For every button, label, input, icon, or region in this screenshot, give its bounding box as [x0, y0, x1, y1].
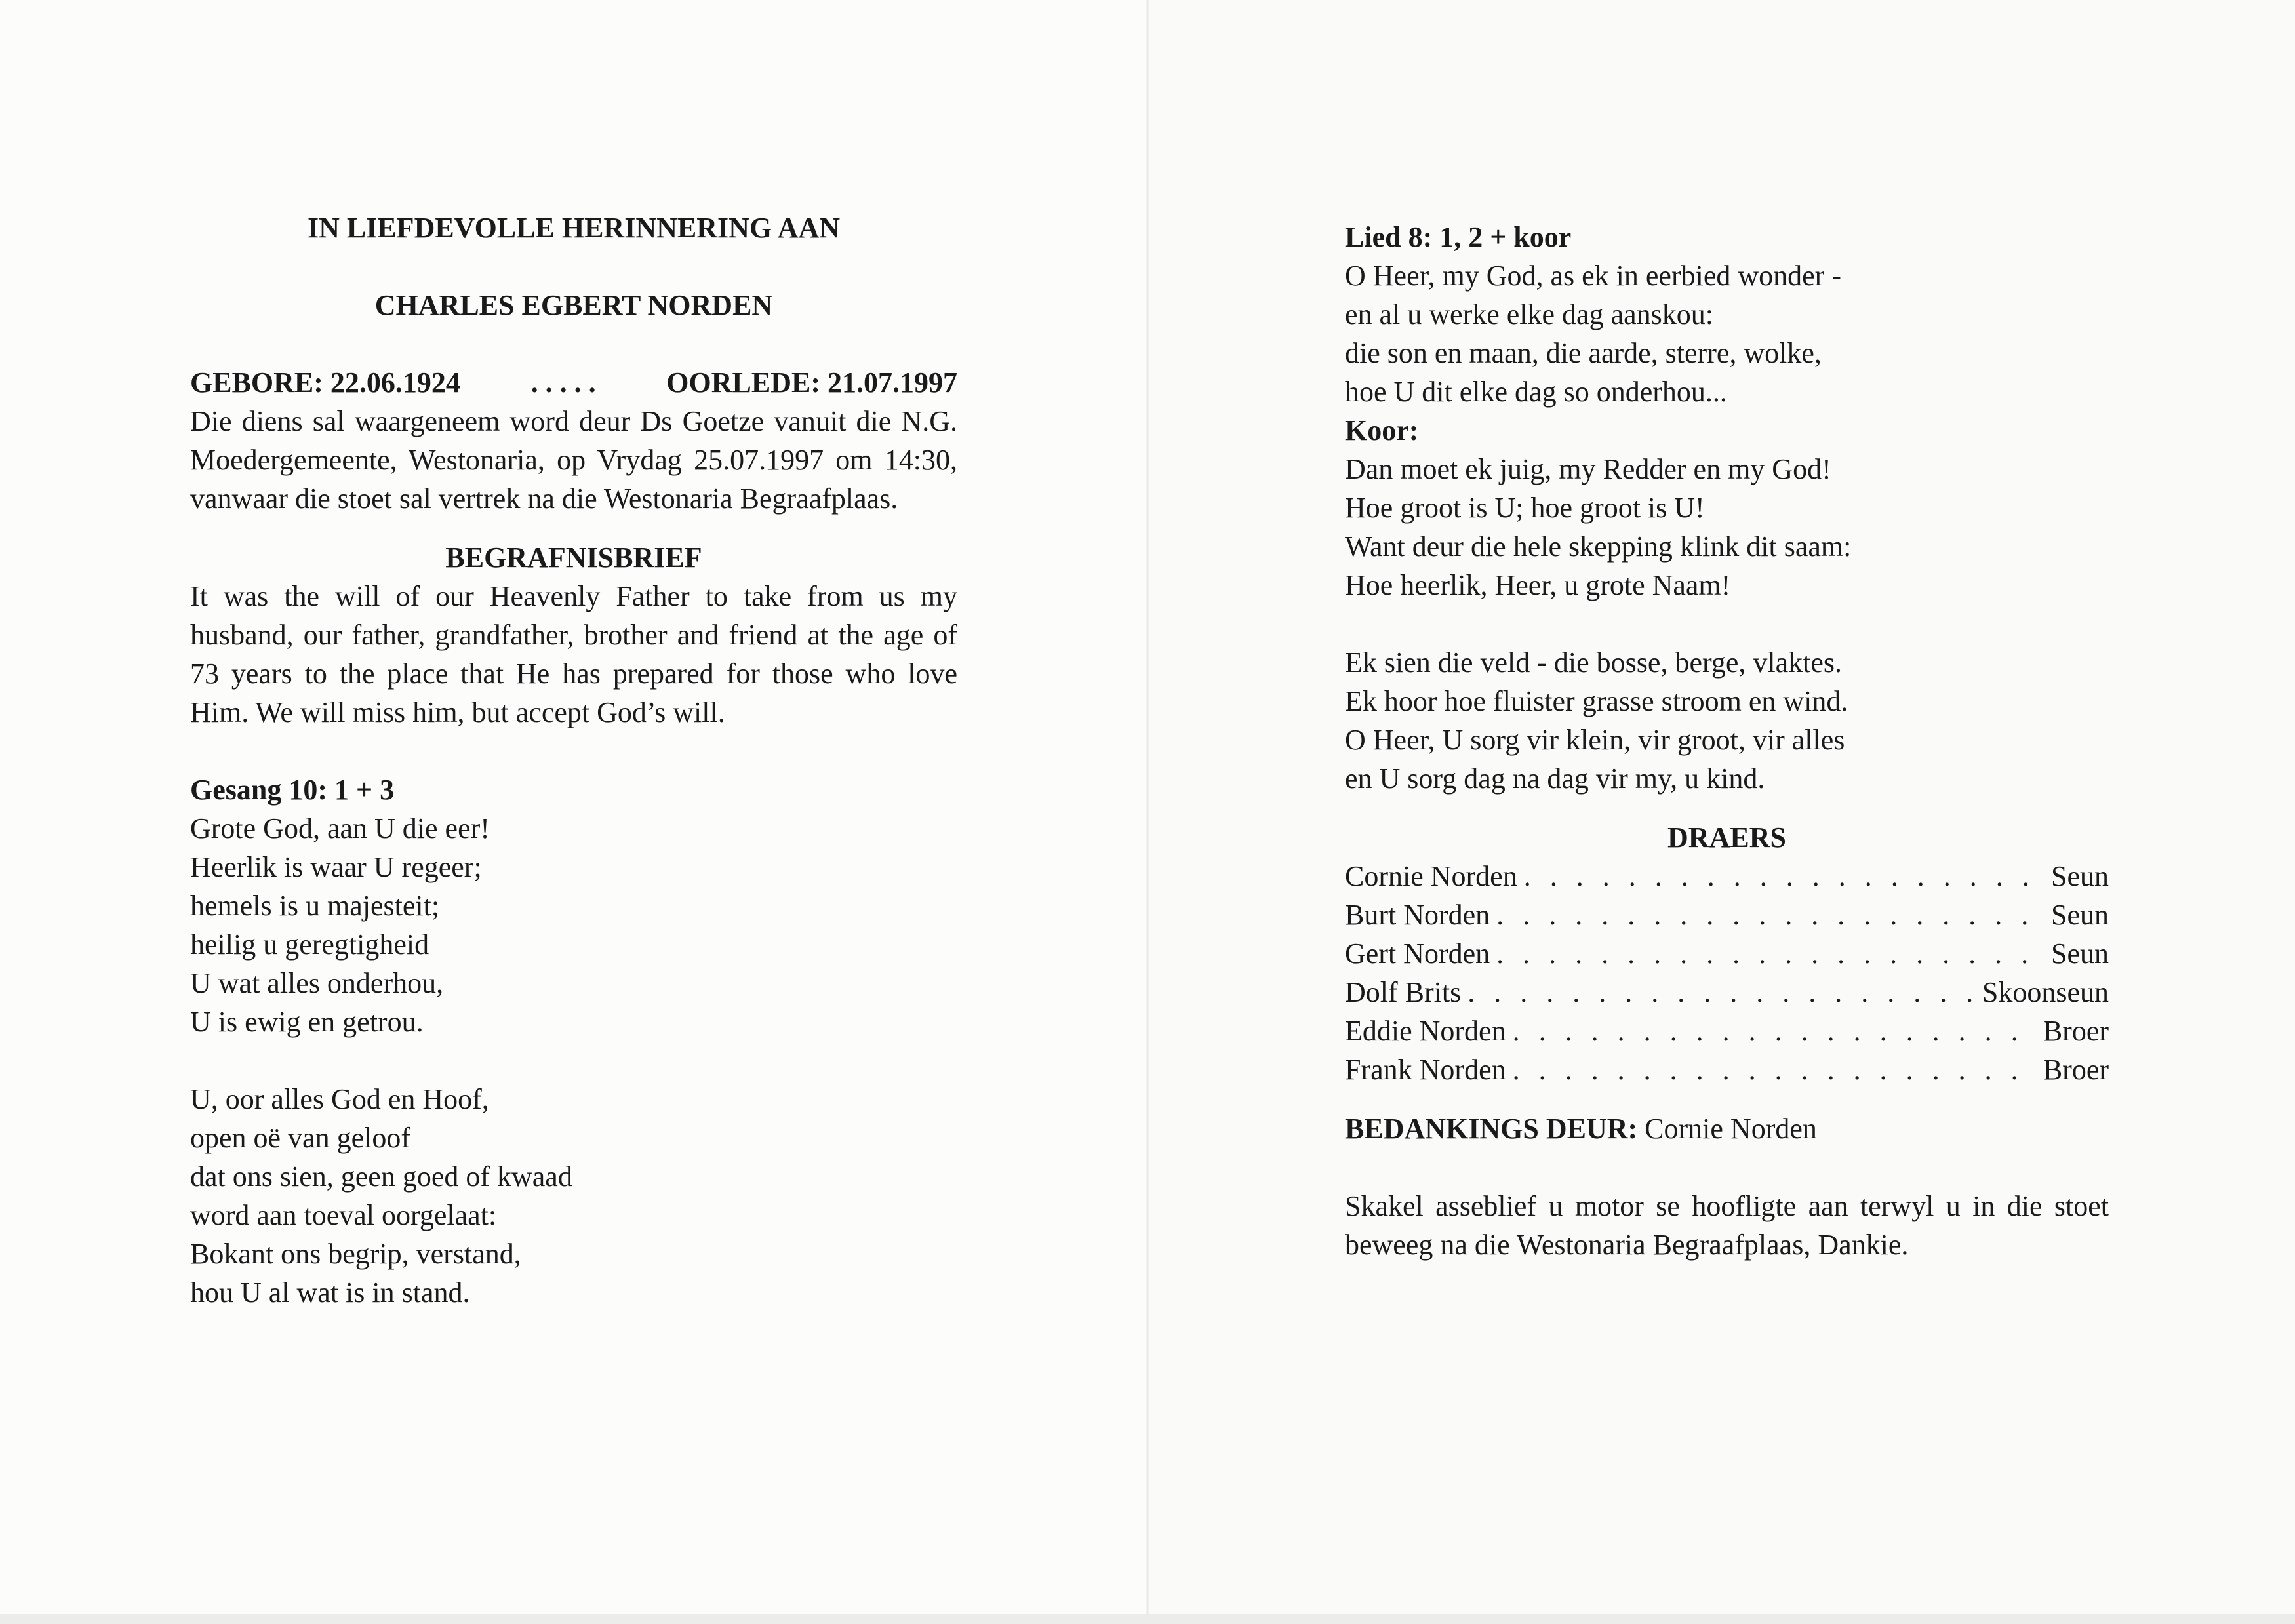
song-line: Ek hoor hoe fluister grasse stroom en wind. [1345, 685, 1848, 717]
dot-leader [1496, 934, 2045, 973]
bearers-list [1345, 857, 2109, 1089]
hymn-verse-2 [190, 1080, 957, 1312]
bearer-row [1345, 1012, 2109, 1050]
birth-date: GEBORE: 22.06.1924 [190, 366, 460, 399]
date-separator: . . . . . [530, 366, 596, 399]
hymn-line: heilig u geregtigheid [190, 928, 429, 961]
bearer-row [1345, 934, 2109, 973]
hymn-line: hou U al wat is in stand. [190, 1277, 470, 1309]
song-line: O Heer, my God, as ek in eerbied wonder - [1345, 260, 1841, 292]
song-line: die son en maan, die aarde, sterre, wolke, [1345, 337, 1822, 369]
song-line: Hoe heerlik, Heer, u grote Naam! [1345, 569, 1731, 601]
bearer-row [1345, 973, 2109, 1012]
bearer-name: Eddie Norden [1345, 1015, 1506, 1047]
hymn-line: dat ons sien, geen goed of kwaad [190, 1160, 572, 1193]
dot-leader [1513, 1012, 2037, 1050]
song-chorus [1345, 450, 2109, 604]
bearer-relation: Seun [2051, 899, 2109, 931]
bearer-relation: Seun [2051, 938, 2109, 970]
bearers-heading: DRAERS [1667, 822, 1786, 854]
page-fold [1146, 0, 1149, 1624]
bearer-relation: Broer [2043, 1015, 2109, 1047]
deceased-name: CHARLES EGBERT NORDEN [374, 289, 773, 321]
song-line: en U sorg dag na dag vir my, u kind. [1345, 762, 1765, 795]
song-verse-1 [1345, 256, 2109, 411]
scan-edge [0, 1614, 2295, 1624]
dot-leader [1496, 896, 2045, 934]
dot-leader [1524, 857, 2045, 896]
bearer-relation: Broer [2043, 1054, 2109, 1086]
bearer-name: Burt Norden [1345, 899, 1490, 931]
bearer-row [1345, 896, 2109, 934]
bearer-name: Dolf Brits [1345, 976, 1462, 1008]
hymn-line: hemels is u majesteit; [190, 890, 440, 922]
bearer-row [1345, 857, 2109, 896]
left-column [190, 208, 957, 1312]
thanks-line [1345, 1109, 2109, 1148]
hymn-line: Heerlik is waar U regeer; [190, 851, 482, 883]
hymn-line: Bokant ons begrip, verstand, [190, 1238, 521, 1270]
bearer-name: Gert Norden [1345, 938, 1490, 970]
hymn-verse-1 [190, 809, 957, 1041]
hymn-line: open oë van geloof [190, 1122, 410, 1154]
death-date: OORLEDE: 21.07.1997 [666, 366, 957, 399]
hymn-line: U is ewig en getrou. [190, 1006, 424, 1038]
dot-leader [1467, 973, 1976, 1012]
closing-note: Skakel asseblief u motor se hoofligte aan terwyl u in die stoet beweeg na die Westonaria Begraafplaas, Dankie. [1345, 1190, 2109, 1261]
song-line: en al u werke elke dag aanskou: [1345, 298, 1713, 330]
funeral-letter-heading: BEGRAFNISBRIEF [445, 542, 702, 574]
thanks-label: BEDANKINGS DEUR: [1345, 1113, 1638, 1145]
bearer-name: Frank Norden [1345, 1054, 1506, 1086]
song-title: Lied 8: 1, 2 + koor [1345, 221, 1572, 253]
dot-leader [1513, 1050, 2037, 1089]
song-line: Hoe groot is U; hoe groot is U! [1345, 492, 1705, 524]
song-line: Want deur die hele skepping klink dit saam: [1345, 530, 1852, 563]
chorus-label: Koor: [1345, 414, 1419, 446]
bearer-relation: Seun [2051, 860, 2109, 892]
bearer-row [1345, 1050, 2109, 1089]
hymn-line: U wat alles onderhou, [190, 967, 444, 999]
thanks-name: Cornie Norden [1645, 1113, 1817, 1145]
hymn-line: Grote God, aan U die eer! [190, 812, 490, 844]
song-line: hoe U dit elke dag so onderhou... [1345, 376, 1727, 408]
song-line: Ek sien die veld - die bosse, berge, vlaktes. [1345, 646, 1842, 679]
bearer-relation: Skoonseun [1982, 976, 2109, 1008]
hymn-title: Gesang 10: 1 + 3 [190, 774, 395, 806]
funeral-letter-text: It was the will of our Heavenly Father to take from us my husband, our father, grandfather, brother and friend at the age of 73 years to the place that He has prepared for those who love Him. We will miss him, but accept God’s will. [190, 580, 957, 728]
memorial-heading: IN LIEFDEVOLLE HERINNERING AAN [307, 212, 841, 244]
song-line: O Heer, U sorg vir klein, vir groot, vir alles [1345, 724, 1845, 756]
service-details: Die diens sal waargeneem word deur Ds Goetze vanuit die N.G. Moedergemeente, Westonaria, op Vrydag 25.07.1997 om 14:30, vanwaar die stoet sal vertrek na die Westonaria Begraafplaas. [190, 405, 957, 515]
hymn-line: word aan toeval oorgelaat: [190, 1199, 497, 1231]
song-verse-2 [1345, 643, 2109, 798]
right-page [1148, 0, 2295, 1624]
dates-line [190, 363, 957, 402]
bearer-name: Cornie Norden [1345, 860, 1517, 892]
right-column [1345, 218, 2109, 1264]
hymn-line: U, oor alles God en Hoof, [190, 1083, 489, 1115]
song-line: Dan moet ek juig, my Redder en my God! [1345, 453, 1831, 485]
